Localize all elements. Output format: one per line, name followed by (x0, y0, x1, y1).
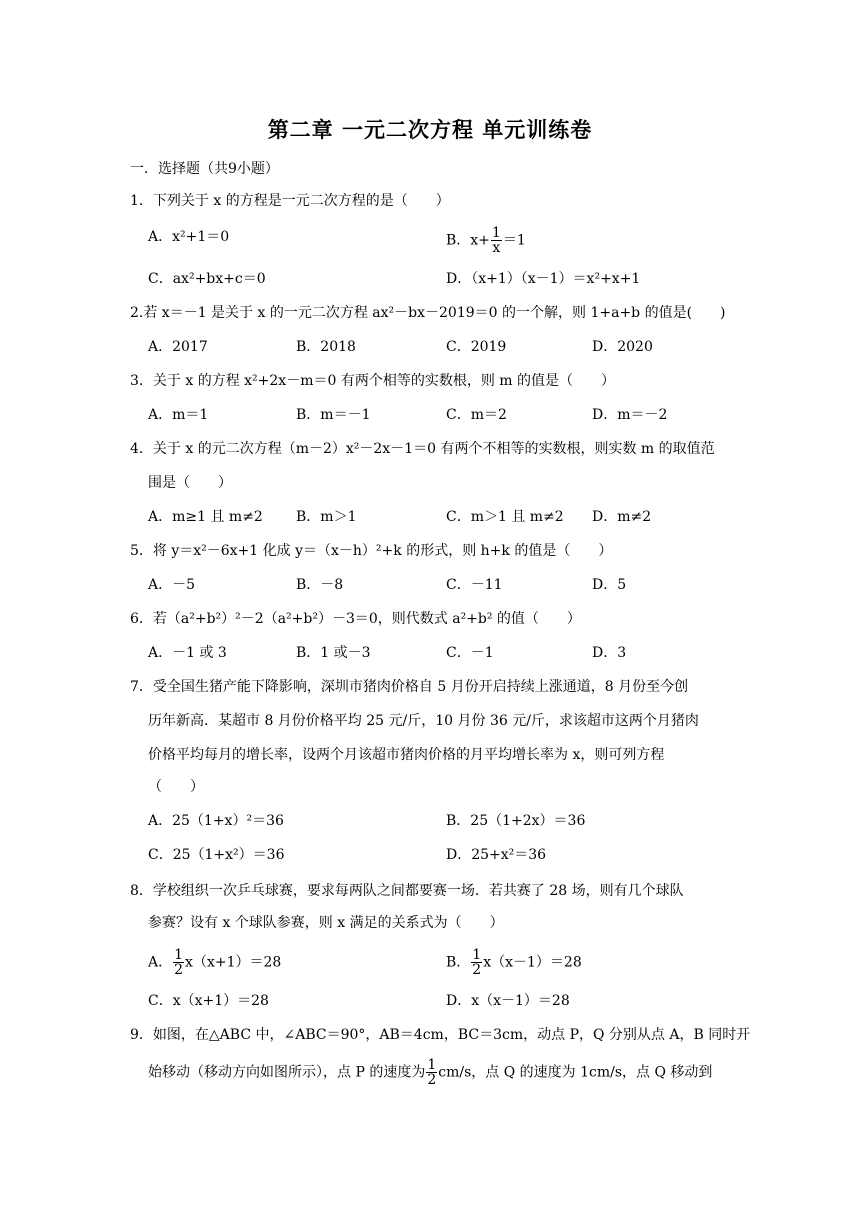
q6-option-d: D．3 (592, 645, 627, 661)
q9-line-2-suffix: cm/s，点 Q 的速度为 1cm/s，点 Q 移动到 (438, 1064, 713, 1081)
q4-option-d: D．m≠2 (592, 509, 652, 525)
q7-option-d: D．25+x²＝36 (446, 847, 547, 863)
q8-option-b-prefix: B． (446, 954, 471, 971)
q1-option-c: C．ax²+bx+c＝0 (148, 271, 266, 287)
q5-option-a: A．－5 (148, 577, 196, 593)
question-9-line-2 (148, 1058, 712, 1087)
q4-option-b: B．m＞1 (296, 509, 357, 525)
question-4-stem-continued: 围是（ ） (148, 475, 232, 491)
question-5-stem: 5．将 y＝x²－6x+1 化成 y＝（x－h）²+k 的形式，则 h+k 的值是（ ） (130, 543, 613, 559)
q8-option-a-fraction (173, 948, 184, 977)
q5-option-b: B．－8 (296, 577, 344, 593)
question-4-stem: 4．关于 x 的元二次方程（m－2）x²－2x－1＝0 有两个不相等的实数根，则实数 m 的取值范 (130, 441, 715, 457)
question-3-stem: 3．关于 x 的方程 x²+2x－m＝0 有两个相等的实数根，则 m 的值是（ ） (130, 373, 616, 389)
q3-option-b: B．m＝－1 (296, 407, 371, 423)
question-8-line-2: 参赛？设有 x 个球队参赛，则 x 满足的关系式为（ ） (148, 915, 504, 931)
q8-a-numerator: 1 (174, 947, 184, 963)
q8-option-d: D．x（x－1）＝28 (446, 993, 570, 1009)
question-1-stem: 1．下列关于 x 的方程是一元二次方程的是（ ） (130, 193, 450, 209)
section-heading: 一．选择题（共9小题） (130, 161, 279, 177)
q1-option-d: D．（x+1）（x－1）＝x²+x+1 (446, 271, 641, 287)
q6-option-a: A．－1 或 3 (148, 645, 227, 661)
q2-option-a: A．2017 (148, 339, 208, 355)
q8-option-b (446, 948, 582, 977)
q5-option-c: C．－11 (446, 577, 503, 593)
q8-b-denominator: 2 (472, 962, 482, 978)
q1-option-b (446, 226, 526, 255)
question-8-line-1: 8．学校组织一次乒乓球赛，要求每两队之间都要赛一场．若共赛了 28 场，则有几个球队 (130, 883, 684, 899)
q8-option-a-prefix: A． (148, 954, 173, 971)
q9-denominator: 2 (427, 1072, 437, 1088)
q6-option-b: B．1 或－3 (296, 645, 371, 661)
q7-option-c: C．25（1+x²）＝36 (148, 847, 285, 863)
question-2-stem: 2.若 x＝－1 是关于 x 的一元二次方程 ax²－bx－2019＝0 的一个解，则 1+a+b 的值是( ) (130, 305, 726, 321)
q1-b-numerator: 1 (491, 225, 501, 241)
q2-option-c: C．2019 (446, 339, 507, 355)
question-7-line-3: 价格平均每月的增长率，设两个月该超市猪肉价格的月平均增长率为 x，则可列方程 (148, 747, 665, 763)
q2-option-b: B．2018 (296, 339, 356, 355)
q8-option-a (148, 948, 281, 977)
q3-option-d: D．m＝－2 (592, 407, 668, 423)
question-6-stem: 6．若（a²+b²）²－2（a²+b²）－3＝0，则代数式 a²+b² 的值（ ） (130, 611, 581, 627)
q9-speed-fraction (426, 1058, 437, 1087)
q5-option-d: D．5 (592, 577, 627, 593)
q4-option-c: C．m＞1 且 m≠2 (446, 509, 564, 525)
q8-option-c: C．x（x+1）＝28 (148, 993, 269, 1009)
q8-option-b-suffix: x（x－1）＝28 (483, 954, 582, 971)
question-7-line-1: 7．受全国生猪产能下降影响，深圳市猪肉价格自 5 月份开启持续上涨通道，8 月份至今创 (130, 679, 689, 695)
question-9-line-1: 9．如图，在△ABC 中，∠ABC＝90°，AB＝4cm，BC＝3cm，动点 P，Q 分别从点 A，B 同时开 (130, 1027, 751, 1043)
q3-option-c: C．m＝2 (446, 407, 507, 423)
q8-option-a-suffix: x（x+1）＝28 (185, 954, 282, 971)
q6-option-c: C．－1 (446, 645, 494, 661)
q3-option-a: A．m＝1 (148, 407, 209, 423)
question-7-line-2: 历年新高．某超市 8 月份价格平均 25 元/斤，10 月份 36 元/斤，求该超市这两个月猪肉 (148, 713, 699, 729)
q8-b-numerator: 1 (472, 947, 482, 963)
q1-option-b-suffix: ＝1 (502, 232, 526, 249)
q1-b-denominator: x (492, 240, 501, 256)
q8-a-denominator: 2 (174, 962, 184, 978)
q9-line-2-prefix: 始移动（移动方向如图所示），点 P 的速度为 (148, 1064, 426, 1081)
q1-option-a: A．x²+1＝0 (148, 229, 230, 245)
page-title: 第二章 一元二次方程 单元训练卷 (267, 117, 593, 142)
q9-numerator: 1 (427, 1057, 437, 1073)
question-7-line-4: （ ） (148, 779, 204, 795)
q8-option-b-fraction (471, 948, 482, 977)
q7-option-a: A．25（1+x）²＝36 (148, 813, 284, 829)
q4-option-a: A．m≥1 且 m≠2 (148, 509, 263, 525)
q7-option-b: B．25（1+2x）＝36 (446, 813, 586, 829)
q1-option-b-prefix: B．x+ (446, 232, 490, 249)
q2-option-d: D．2020 (592, 339, 653, 355)
q1-option-b-fraction (491, 226, 502, 255)
